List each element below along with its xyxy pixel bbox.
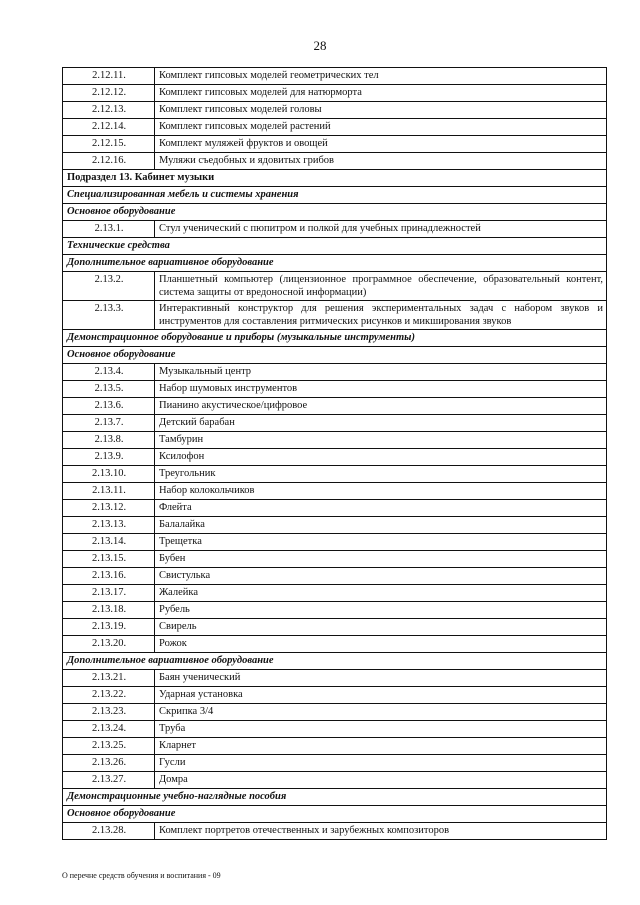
item-number: 2.13.23. bbox=[63, 704, 155, 721]
table-row bbox=[63, 500, 607, 517]
table-row bbox=[63, 119, 607, 136]
table-row bbox=[63, 755, 607, 772]
item-number: 2.13.20. bbox=[63, 636, 155, 653]
item-number: 2.12.11. bbox=[63, 68, 155, 85]
item-name: Пианино акустическое/цифровое bbox=[155, 398, 607, 415]
table-row bbox=[63, 687, 607, 704]
item-name: Ксилофон bbox=[155, 449, 607, 466]
category-header: Демонстрационные учебно-наглядные пособия bbox=[63, 789, 607, 806]
table-row bbox=[63, 449, 607, 466]
item-name: Рубель bbox=[155, 602, 607, 619]
item-name: Балалайка bbox=[155, 517, 607, 534]
category-header: Основное оборудование bbox=[63, 806, 607, 823]
item-name: Планшетный компьютер (лицензионное программное обеспечение, образовательный контент, система защиты от вредоносной информации) bbox=[155, 272, 607, 301]
item-name: Комплект портретов отечественных и зарубежных композиторов bbox=[155, 823, 607, 840]
category-row bbox=[63, 653, 607, 670]
table-row bbox=[63, 85, 607, 102]
table-row bbox=[63, 670, 607, 687]
category-header: Основное оборудование bbox=[63, 347, 607, 364]
item-number: 2.13.13. bbox=[63, 517, 155, 534]
item-name: Интерактивный конструктор для решения экспериментальных задач с набором звуков и инструментов для составления ритмических рисунков и микширования звуков bbox=[155, 301, 607, 330]
category-row bbox=[63, 789, 607, 806]
item-number: 2.12.14. bbox=[63, 119, 155, 136]
item-number: 2.13.17. bbox=[63, 585, 155, 602]
item-name: Бубен bbox=[155, 551, 607, 568]
item-number: 2.12.16. bbox=[63, 153, 155, 170]
category-row bbox=[63, 330, 607, 347]
item-number: 2.13.1. bbox=[63, 221, 155, 238]
table-row bbox=[63, 466, 607, 483]
table-row bbox=[63, 585, 607, 602]
subsection-row bbox=[63, 170, 607, 187]
item-number: 2.13.6. bbox=[63, 398, 155, 415]
category-header: Специализированная мебель и системы хранения bbox=[63, 187, 607, 204]
item-number: 2.13.2. bbox=[63, 272, 155, 301]
item-number: 2.13.5. bbox=[63, 381, 155, 398]
table-row bbox=[63, 772, 607, 789]
item-name: Музыкальный центр bbox=[155, 364, 607, 381]
item-name: Комплект гипсовых моделей геометрических тел bbox=[155, 68, 607, 85]
item-number: 2.13.8. bbox=[63, 432, 155, 449]
item-name: Набор колокольчиков bbox=[155, 483, 607, 500]
table-row bbox=[63, 602, 607, 619]
table-row bbox=[63, 738, 607, 755]
category-header: Технические средства bbox=[63, 238, 607, 255]
item-name: Жалейка bbox=[155, 585, 607, 602]
item-number: 2.13.4. bbox=[63, 364, 155, 381]
category-row bbox=[63, 806, 607, 823]
category-header: Дополнительное вариативное оборудование bbox=[63, 653, 607, 670]
footer-note: О перечне средств обучения и воспитания - 09 bbox=[62, 871, 221, 880]
category-row bbox=[63, 204, 607, 221]
table-row bbox=[63, 619, 607, 636]
item-number: 2.12.13. bbox=[63, 102, 155, 119]
item-number: 2.13.9. bbox=[63, 449, 155, 466]
table-row bbox=[63, 301, 607, 330]
table-row bbox=[63, 551, 607, 568]
item-number: 2.13.24. bbox=[63, 721, 155, 738]
table-row bbox=[63, 415, 607, 432]
table-row bbox=[63, 823, 607, 840]
item-number: 2.13.22. bbox=[63, 687, 155, 704]
table-row bbox=[63, 432, 607, 449]
category-row bbox=[63, 238, 607, 255]
item-number: 2.13.28. bbox=[63, 823, 155, 840]
item-number: 2.13.14. bbox=[63, 534, 155, 551]
item-number: 2.13.11. bbox=[63, 483, 155, 500]
category-header: Демонстрационное оборудование и приборы (музыкальные инструменты) bbox=[63, 330, 607, 347]
table-row bbox=[63, 636, 607, 653]
instruments-group bbox=[63, 364, 607, 653]
item-name: Гусли bbox=[155, 755, 607, 772]
subsection-title: Подраздел 13. Кабинет музыки bbox=[63, 170, 607, 187]
table-row bbox=[63, 704, 607, 721]
table-row bbox=[63, 534, 607, 551]
table-row bbox=[63, 568, 607, 585]
table-row bbox=[63, 398, 607, 415]
item-name: Домра bbox=[155, 772, 607, 789]
item-name: Скрипка 3/4 bbox=[155, 704, 607, 721]
category-header: Дополнительное вариативное оборудование bbox=[63, 255, 607, 272]
item-name: Труба bbox=[155, 721, 607, 738]
item-number: 2.13.18. bbox=[63, 602, 155, 619]
item-name: Муляжи съедобных и ядовитых грибов bbox=[155, 153, 607, 170]
item-number: 2.13.16. bbox=[63, 568, 155, 585]
table-row bbox=[63, 483, 607, 500]
table-row bbox=[63, 136, 607, 153]
item-number: 2.13.26. bbox=[63, 755, 155, 772]
item-name: Комплект гипсовых моделей для натюрморта bbox=[155, 85, 607, 102]
item-number: 2.13.25. bbox=[63, 738, 155, 755]
category-row bbox=[63, 255, 607, 272]
item-number: 2.13.10. bbox=[63, 466, 155, 483]
table-row bbox=[63, 102, 607, 119]
category-header: Основное оборудование bbox=[63, 204, 607, 221]
item-number: 2.13.19. bbox=[63, 619, 155, 636]
item-name: Тамбурин bbox=[155, 432, 607, 449]
item-number: 2.13.3. bbox=[63, 301, 155, 330]
category-row bbox=[63, 187, 607, 204]
item-number: 2.12.12. bbox=[63, 85, 155, 102]
category-row bbox=[63, 347, 607, 364]
item-number: 2.13.21. bbox=[63, 670, 155, 687]
item-name: Стул ученический с пюпитром и полкой для учебных принадлежностей bbox=[155, 221, 607, 238]
table-row bbox=[63, 272, 607, 301]
item-name: Баян ученический bbox=[155, 670, 607, 687]
equipment-table bbox=[62, 67, 607, 840]
table-row bbox=[63, 364, 607, 381]
item-name: Флейта bbox=[155, 500, 607, 517]
page-number: 28 bbox=[313, 38, 327, 53]
item-name: Рожок bbox=[155, 636, 607, 653]
item-name: Кларнет bbox=[155, 738, 607, 755]
item-name: Треугольник bbox=[155, 466, 607, 483]
additional-group bbox=[63, 670, 607, 789]
item-name: Свирель bbox=[155, 619, 607, 636]
item-number: 2.12.15. bbox=[63, 136, 155, 153]
item-name: Ударная установка bbox=[155, 687, 607, 704]
item-name: Детский барабан bbox=[155, 415, 607, 432]
table-row bbox=[63, 153, 607, 170]
table-row bbox=[63, 517, 607, 534]
item-name: Комплект гипсовых моделей головы bbox=[155, 102, 607, 119]
table-row bbox=[63, 221, 607, 238]
table-row bbox=[63, 68, 607, 85]
item-number: 2.13.7. bbox=[63, 415, 155, 432]
table-row bbox=[63, 381, 607, 398]
item-number: 2.13.12. bbox=[63, 500, 155, 517]
item-name: Комплект гипсовых моделей растений bbox=[155, 119, 607, 136]
item-name: Свистулька bbox=[155, 568, 607, 585]
item-name: Трещетка bbox=[155, 534, 607, 551]
table-row bbox=[63, 721, 607, 738]
item-name: Комплект муляжей фруктов и овощей bbox=[155, 136, 607, 153]
item-number: 2.13.15. bbox=[63, 551, 155, 568]
item-name: Набор шумовых инструментов bbox=[155, 381, 607, 398]
item-number: 2.13.27. bbox=[63, 772, 155, 789]
